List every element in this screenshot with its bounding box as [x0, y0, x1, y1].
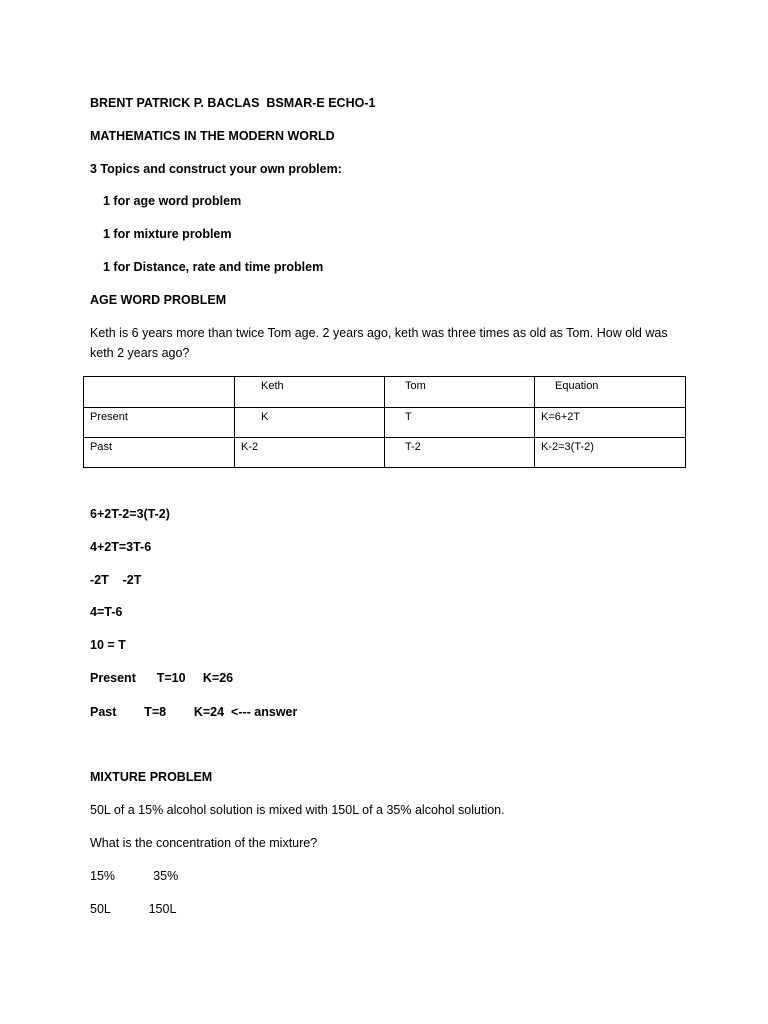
mixture-problem-question: What is the concentration of the mixture? [90, 836, 318, 850]
table-cell: K=6+2T [535, 408, 686, 438]
table-cell: K [235, 408, 385, 438]
table-cell: K-2 [235, 438, 385, 468]
solution-step: 10 = T [90, 638, 126, 652]
table-cell: Past [84, 438, 235, 468]
age-problem-table [83, 376, 686, 468]
solution-step: 4+2T=3T-6 [90, 540, 152, 554]
mixture-problem-statement: 50L of a 15% alcohol solution is mixed with 150L of a 35% alcohol solution. [90, 803, 505, 817]
table-row [84, 438, 686, 468]
topic-item-age: 1 for age word problem [103, 194, 242, 208]
instruction-line: 3 Topics and construct your own problem: [90, 162, 342, 176]
table-header-cell: Equation [535, 377, 686, 408]
table-header-cell: Keth [235, 377, 385, 408]
mixture-problem-heading: MIXTURE PROBLEM [90, 770, 213, 784]
table-cell: T-2 [385, 438, 535, 468]
table-cell: Present [84, 408, 235, 438]
solution-step: 6+2T-2=3(T-2) [90, 507, 170, 521]
mixture-volume-line: 50L 150L [90, 902, 177, 916]
age-problem-statement: Keth is 6 years more than twice Tom age. 2 years ago, keth was three times as old as Tom. How old was keth 2 years ago? [90, 326, 668, 360]
age-problem-heading: AGE WORD PROBLEM [90, 293, 227, 307]
solution-present: Present T=10 K=26 [90, 671, 234, 685]
solution-answer: Past T=8 K=24 <--- answer [90, 705, 298, 719]
solution-step: -2T -2T [90, 573, 142, 587]
mixture-percent-line: 15% 35% [90, 869, 179, 883]
table-row [84, 408, 686, 438]
course-title: MATHEMATICS IN THE MODERN WORLD [90, 129, 335, 143]
solution-step: 4=T-6 [90, 605, 123, 619]
topic-item-mixture: 1 for mixture problem [103, 227, 232, 241]
table-header-cell: Tom [385, 377, 535, 408]
table-header-cell [84, 377, 235, 408]
table-cell: T [385, 408, 535, 438]
author-line: BRENT PATRICK P. BACLAS BSMAR-E ECHO-1 [90, 96, 376, 110]
table-cell: K-2=3(T-2) [535, 438, 686, 468]
table-header-row [84, 377, 686, 408]
topic-item-distance: 1 for Distance, rate and time problem [103, 260, 324, 274]
